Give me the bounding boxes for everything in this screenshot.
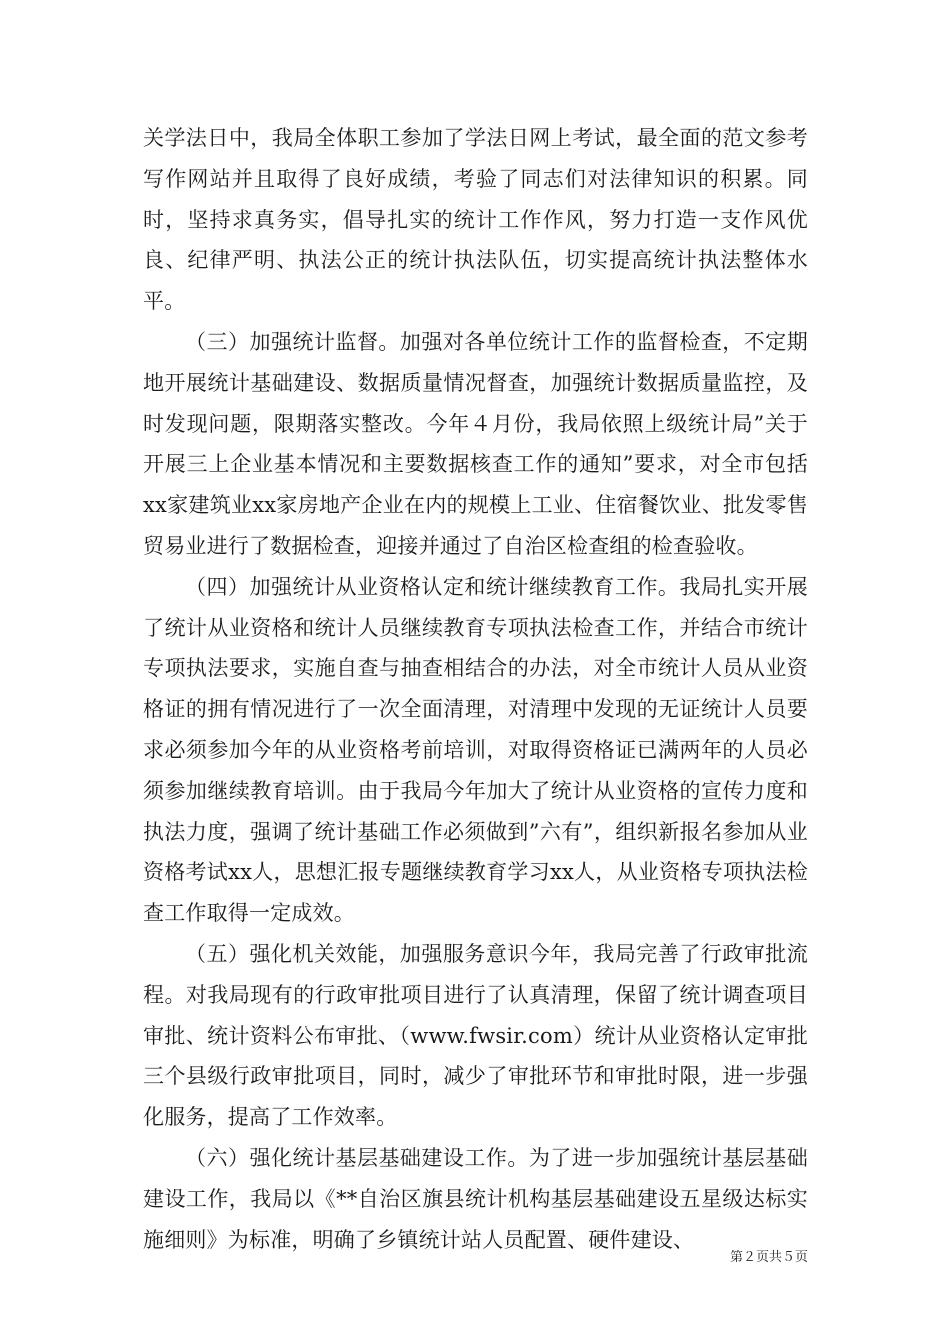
paragraph-section-6: （六）强化统计基层基础建设工作。为了进一步加强统计基层基础建设工作，我局以《**自治区旗县统计机构基层基础建设五星级达标实施细则》为标准，明确了乡镇统计站人员配置、硬件建设、 bbox=[143, 1145, 808, 1252]
paragraph-continuation: 关学法日中，我局全体职工参加了学法日网上考试，最全面的范文参考写作网站并且取得了良好成绩，考验了同志们对法律知识的积累。同时，坚持求真务实，倡导扎实的统计工作作风，努力打造一支作风优良、纪律严明、执法公正的统计执法队伍，切实提高统计执法整体水平。 bbox=[143, 126, 808, 314]
paragraph-section-3: （三）加强统计监督。加强对各单位统计工作的监督检查，不定期地开展统计基础建设、数据质量情况督查，加强统计数据质量监控，及时发现问题，限期落实整改。今年４月份，我局依照上级统计局”关于开展三上企业基本情况和主要数据核查工作的通知”要求，对全市包括xx家建筑业xx家房地产企业在内的规模上工业、住宿餐饮业、批发零售贸易业进行了数据检查，迎接并通过了自治区检查组的检查验收。 bbox=[143, 329, 808, 558]
paragraph-section-5: （五）强化机关效能，加强服务意识今年，我局完善了行政审批流程。对我局现有的行政审批项目进行了认真清理，保留了统计调查项目审批、统计资料公布审批、（www.fwsir.com）统计从业资格认定审批三个县级行政审批项目，同时，减少了审批环节和审批时限，进一步强化服务，提高了工作效率。 bbox=[143, 941, 808, 1130]
page-number: 第２页共５页 bbox=[729, 1250, 808, 1265]
document-body bbox=[143, 118, 808, 1260]
paragraph-section-4: （四）加强统计从业资格认定和统计继续教育工作。我局扎实开展了统计从业资格和统计人员继续教育专项执法检查工作，并结合市统计专项执法要求，实施自查与抽查相结合的办法，对全市统计人员从业资格证的拥有情况进行了一次全面清理，对清理中发现的无证统计人员要求必须参加今年的从业资格考前培训，对取得资格证已满两年的人员必须参加继续教育培训。由于我局今年加大了统计从业资格的宣传力度和执法力度，强调了统计基础工作必须做到”六有”，组织新报名参加从业资格考试xx人，思想汇报专题继续教育学习xx人，从业资格专项执法检查工作取得一定成效。 bbox=[143, 574, 808, 926]
